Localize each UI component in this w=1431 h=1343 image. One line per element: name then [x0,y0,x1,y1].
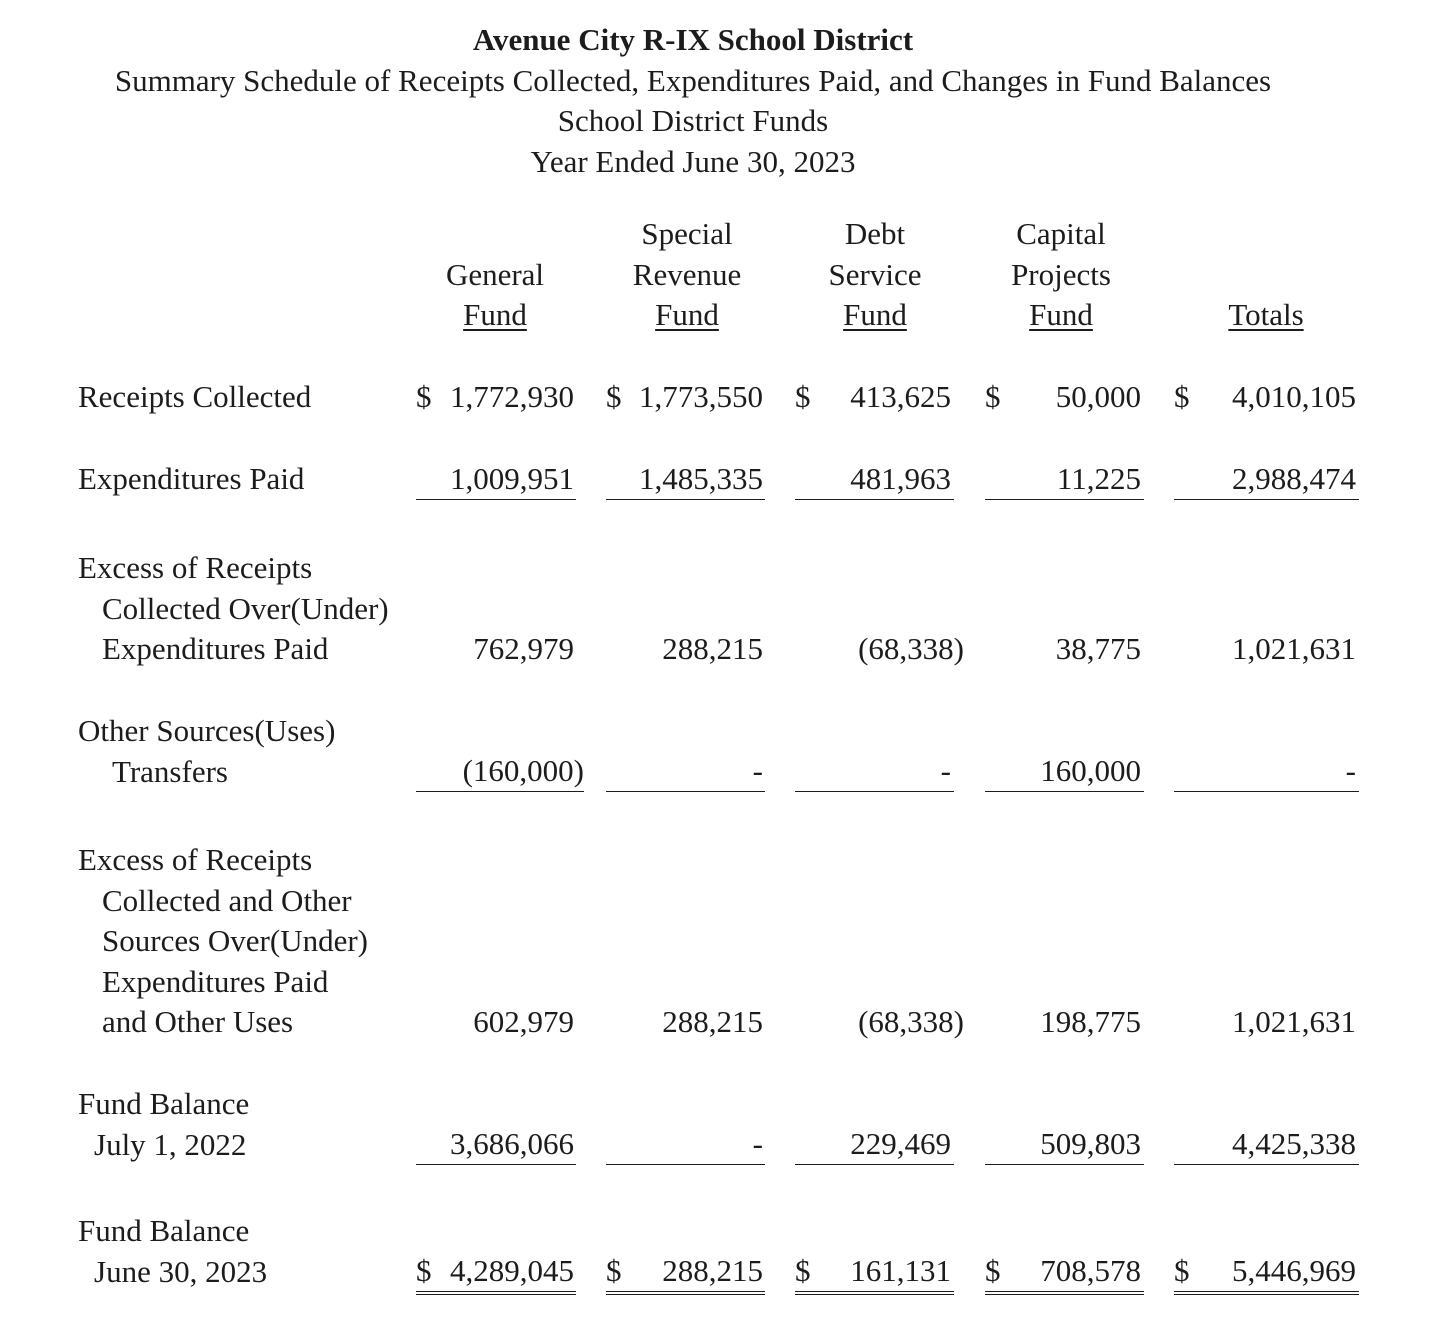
amount: 288,215 [662,1004,763,1039]
row-label-transfers [78,711,335,792]
column-header-line: Totals [1228,297,1304,332]
amount: - [752,1126,763,1161]
column-header-line: General [445,256,545,292]
amount: 11,225 [1056,461,1141,496]
cell-excess-other-debt-service [795,1002,964,1042]
amount: 762,979 [473,631,574,666]
column-header-line: Capital [1016,216,1106,251]
cell-expenditures-capital-projects [985,459,1144,500]
row-label-line: Expenditures Paid [102,631,329,666]
cell-expenditures-debt-service [795,459,954,500]
cell-fund-balance-beginning-debt-service [795,1124,954,1165]
row-label-line: Collected and Other [102,882,352,918]
row-label-line: Excess of Receipts [78,550,313,585]
cell-receipts-totals [1174,377,1356,417]
cell-excess-debt-service [795,629,964,669]
amount: 1,021,631 [1232,1004,1356,1039]
amount: 161,131 [850,1253,951,1288]
cell-excess-capital-projects [985,629,1141,669]
report-header [0,20,1386,182]
dollar-sign: $ [985,1253,1001,1288]
cell-fund-balance-ending-debt-service [795,1251,954,1295]
row-label-receipts-collected [78,377,311,418]
cell-excess-general [416,629,574,669]
district-name: Avenue City R-IX School District [472,22,914,57]
amount: 38,775 [1055,631,1141,666]
amount: 1,021,631 [1232,631,1356,666]
row-label-fund-balance-beginning [78,1084,249,1165]
column-header-line: Revenue [632,256,742,292]
amount: 4,010,105 [1232,379,1356,414]
row-label-line: and Other Uses [102,1004,294,1039]
cell-expenditures-general [416,459,576,500]
cell-excess-other-general [416,1002,574,1042]
amount: 1,773,550 [639,379,763,414]
cell-fund-balance-ending-capital-projects [985,1251,1144,1295]
report-title: Summary Schedule of Receipts Collected, Expenditures Paid, and Changes in Fund Balances [114,62,1272,98]
column-header-debt-service-fund [810,214,940,336]
row-label-line: Excess of Receipts [78,842,313,877]
cell-transfers-capital-projects [985,751,1144,792]
row-label-line: Fund Balance [78,1213,250,1248]
column-header-line: Projects [1011,256,1111,292]
cell-transfers-totals [1174,751,1359,792]
row-label-line: Other Sources(Uses) [78,713,336,748]
row-label-fund-balance-ending [78,1211,267,1292]
cell-expenditures-totals [1174,459,1359,500]
row-label-line: Transfers [112,753,228,789]
amount: 708,578 [1040,1253,1141,1288]
cell-fund-balance-beginning-general [416,1124,576,1165]
amount: 2,988,474 [1232,461,1356,496]
amount: 198,775 [1040,1004,1141,1039]
amount: 160,000 [1040,753,1141,788]
cell-transfers-general [416,751,584,792]
dollar-sign: $ [1174,379,1190,414]
dollar-sign: $ [416,379,432,414]
cell-receipts-general [416,377,574,417]
cell-excess-special-revenue [606,629,763,669]
amount: 481,963 [850,461,951,496]
column-header-line: Fund [655,297,719,332]
amount: 4,425,338 [1232,1126,1356,1161]
row-label-expenditures-paid [78,459,304,500]
row-label-line: Receipts Collected [78,379,312,414]
cell-excess-other-special-revenue [606,1002,763,1042]
row-label-line: June 30, 2023 [94,1253,268,1289]
dollar-sign: $ [416,1253,432,1288]
amount: - [1345,753,1356,788]
cell-fund-balance-ending-totals [1174,1251,1359,1295]
row-label-line: Expenditures Paid [102,963,329,999]
amount: (68,338) [858,1004,964,1039]
cell-fund-balance-beginning-totals [1174,1124,1359,1165]
row-label-excess-receipts [78,548,389,670]
cell-fund-balance-beginning-special-revenue [606,1124,765,1165]
dollar-sign: $ [985,379,1001,414]
dollar-sign: $ [795,379,811,414]
row-label-excess-receipts-other-sources [78,840,368,1043]
row-label-line: July 1, 2022 [94,1126,247,1162]
report-subtitle: School District Funds [557,103,829,138]
column-header-line: Fund [463,297,527,332]
amount: 413,625 [850,379,951,414]
amount: 1,009,951 [450,461,574,496]
cell-expenditures-special-revenue [606,459,765,500]
column-header-special-revenue-fund [617,214,757,336]
column-header-capital-projects-fund [996,214,1126,336]
cell-excess-other-totals [1174,1002,1356,1042]
column-header-totals [1206,214,1326,336]
amount: 3,686,066 [450,1126,574,1161]
amount: 229,469 [850,1126,951,1161]
dollar-sign: $ [606,1253,622,1288]
cell-fund-balance-ending-special-revenue [606,1251,765,1295]
column-header-line: Debt [844,216,906,251]
column-header-line: Fund [1029,297,1093,332]
amount: 1,485,335 [639,461,763,496]
amount: 50,000 [1055,379,1141,414]
amount: 602,979 [473,1004,574,1039]
row-label-line: Collected Over(Under) [102,590,389,626]
cell-fund-balance-ending-general [416,1251,576,1295]
amount: 5,446,969 [1232,1253,1356,1288]
dollar-sign: $ [1174,1253,1190,1288]
dollar-sign: $ [606,379,622,414]
amount: 288,215 [662,1253,763,1288]
amount: 4,289,045 [450,1253,574,1288]
cell-receipts-special-revenue [606,377,763,417]
row-label-line: Expenditures Paid [78,461,305,496]
column-header-line: Fund [843,297,907,332]
cell-receipts-capital-projects [985,377,1141,417]
amount: 509,803 [1040,1126,1141,1161]
column-header-line: Special [641,216,733,251]
amount: 288,215 [662,631,763,666]
report-period: Year Ended June 30, 2023 [530,143,856,179]
cell-receipts-debt-service [795,377,951,417]
cell-fund-balance-beginning-capital-projects [985,1124,1144,1165]
amount: - [752,753,763,788]
amount: (160,000) [462,753,584,788]
amount: - [940,753,951,788]
column-header-general-fund [430,214,560,336]
dollar-sign: $ [795,1253,811,1288]
cell-transfers-debt-service [795,751,954,792]
cell-excess-other-capital-projects [985,1002,1141,1042]
amount: (68,338) [858,631,964,666]
column-header-line: Service [828,256,922,292]
row-label-line: Fund Balance [78,1086,250,1121]
cell-transfers-special-revenue [606,751,765,792]
cell-excess-totals [1174,629,1356,669]
row-label-line: Sources Over(Under) [102,923,368,958]
amount: 1,772,930 [450,379,574,414]
